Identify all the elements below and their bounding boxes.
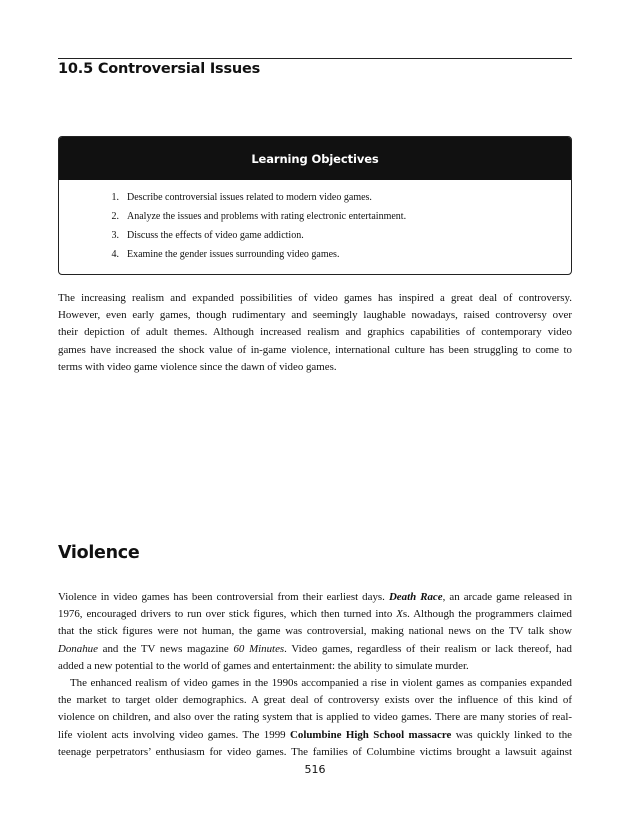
violence-heading: Violence (58, 543, 140, 563)
paragraph-line: However, even early games, though rudimentary and seemingly laughable nowadays, raised controversy over (58, 309, 572, 322)
paragraph-line: The enhanced realism of video games in the 1990s accompanied a rise in violent games as companies expanded (70, 677, 572, 689)
list-item (59, 207, 571, 226)
paragraph-line: their depiction of adult themes. Although increased realism and graphics capabilities of contemporary video (58, 326, 572, 339)
list-item (59, 188, 571, 207)
learning-objectives-header (59, 137, 571, 180)
list-item-text: Analyze the issues and problems with rating electronic entertainment. (127, 211, 407, 222)
learning-objectives-box (58, 136, 572, 275)
learning-objectives-list (59, 180, 571, 264)
page-number: 516 (304, 763, 326, 776)
list-item-number: 4. (111, 249, 119, 260)
learning-objectives-title: Learning Objectives (251, 151, 379, 166)
list-item (59, 245, 571, 264)
text-run: . Video games, regardless of their realism or lack thereof, had (284, 642, 572, 655)
list-item (59, 226, 571, 245)
paragraph-line: games have increased the shock value of in-game violence, international culture has been struggling to come to (58, 343, 572, 356)
paragraph-line (58, 727, 572, 744)
list-item-text: Discuss the effects of video game addiction. (127, 230, 304, 241)
intro-paragraph (58, 290, 572, 376)
bold-term-columbine: Columbine High School massacre (290, 728, 452, 741)
list-item-text: Examine the gender issues surrounding video games. (127, 249, 340, 260)
paragraph-line (58, 589, 572, 606)
text-run: s. Although the programmers claimed (402, 608, 572, 621)
text-run: life violent acts involving video games. The 1999 (58, 728, 286, 741)
violence-paragraph-1 (58, 589, 572, 675)
text-run: , an arcade game released in (442, 591, 573, 603)
text-run: 1976, encouraged drivers to run over stick figures, which then turned into (58, 608, 393, 621)
list-item-number: 1. (111, 192, 119, 203)
paragraph-line: that the stick figures were not human, the game was controversial, making national news on the TV talk show (58, 625, 572, 638)
paragraph-line (58, 641, 572, 658)
paragraph-line: teenage perpetrators’ enthusiasm for video games. The families of Columbine victims brought a lawsuit against (58, 745, 572, 758)
paragraph-line: added a new potential to the world of games and entertainment: the ability to simulate murder. (58, 659, 469, 672)
italic-x: X (396, 608, 403, 621)
text-run: and the TV news magazine (102, 642, 229, 655)
paragraph-line: terms with video game violence since the dawn of video games. (58, 360, 337, 373)
paragraph-line: the market to target older demographics. A great deal of controversy exists over the influence of this kind of (58, 694, 572, 707)
list-item-text: Describe controversial issues related to modern video games. (127, 192, 372, 203)
paragraph-line: violence on children, and also over the rating system that is applied to video games. There are many stories of real- (58, 711, 572, 724)
show-title-donahue: Donahue (58, 642, 98, 655)
list-item-number: 2. (111, 211, 119, 222)
text-run: was quickly linked to the (455, 728, 572, 741)
section-title: 10.5 Controversial Issues (58, 61, 261, 77)
show-title-60-minutes: 60 Minutes (233, 642, 285, 655)
paragraph-line (58, 606, 572, 623)
violence-paragraph-2 (58, 675, 572, 761)
text-run: Violence in video games has been controversial from their earliest days. (58, 591, 385, 603)
header-rule (58, 58, 572, 59)
list-item-number: 3. (111, 230, 119, 241)
game-title-death-race: Death Race (388, 591, 443, 603)
paragraph-line: The increasing realism and expanded possibilities of video games has inspired a great deal of controversy. (58, 292, 572, 304)
